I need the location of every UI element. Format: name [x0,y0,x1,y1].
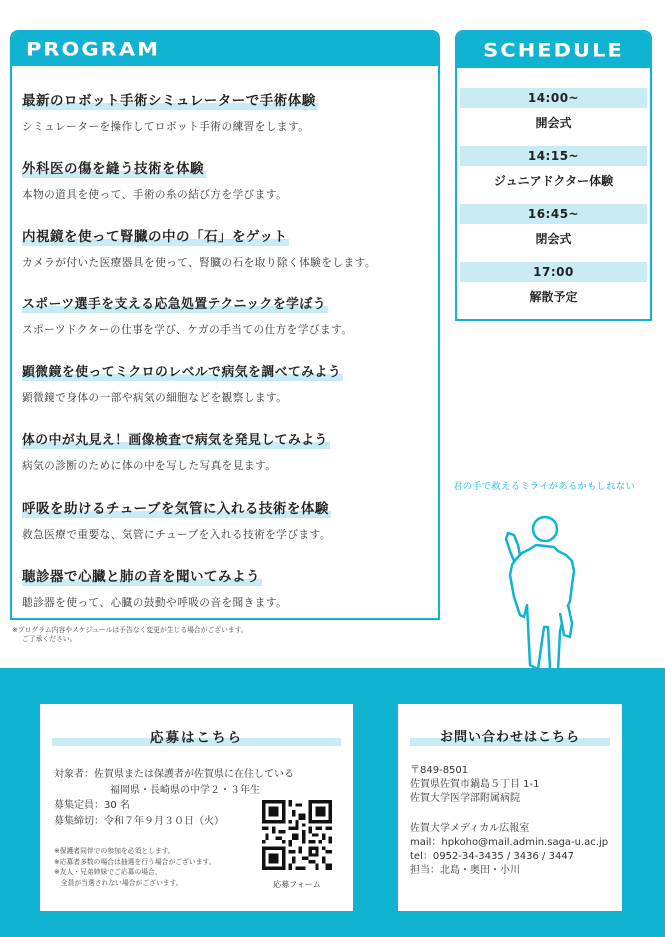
program-item [22,565,432,633]
program-item [22,497,432,565]
apply-deadline: 募集締切：令和７年９月３０日（火） [54,815,224,827]
contact-address: 佐賀県佐賀市鍋島５丁目 1-1 [410,779,540,790]
contact-title: お問い合わせはこちら [410,726,610,746]
qr-label: 応募フォーム [273,880,321,889]
program-item [22,225,432,293]
program-item-desc: スポーツドクターの仕事を学び、ケガの手当ての仕方を学びます。 [22,324,353,336]
contact-details [410,764,608,878]
program-item [22,157,432,225]
program-item-desc: 聴診器を使って、心臓の鼓動や呼吸の音を聞きます。 [22,597,288,609]
qr-code-icon[interactable] [262,800,332,870]
schedule-item [457,262,650,320]
contact-hospital: 佐賀大学医学部附属病院 [410,793,520,804]
program-item-desc: カメラが付いた医療器具を使って、腎臓の石を取り除く体験をします。 [22,257,376,269]
program-item-desc: 病気の診断のために体の中を写した写真を見ます。 [22,460,277,472]
contact-postal: 〒849-8501 [410,765,469,776]
program-item [22,293,432,361]
apply-notes [54,846,215,888]
schedule-title: SCHEDULE [483,39,624,61]
apply-note: 全員が当選されない場合がございます。 [54,878,183,887]
schedule-time: 16:45~ [460,204,647,224]
apply-capacity: 募集定員：30 名 [54,800,130,811]
program-item-desc: シミュレーターを操作してロボット手術の練習をします。 [22,121,310,133]
schedule-header [457,32,650,68]
program-list [22,89,432,633]
program-item-title: 外科医の傷を縫う技術を体験 [22,157,206,178]
program-item-title: 内視鏡を使って腎臓の中の「石」をゲット [22,225,289,246]
program-item-desc: 本物の道具を使って、手術の糸の結び方を学びます。 [22,189,288,201]
contact-staff: 担当：北島・奥田・小川 [410,865,520,876]
schedule-event: ジュニアドクター体験 [493,174,614,188]
apply-target-grade: 福岡県・長崎県の中学２・３年生 [110,784,260,796]
program-item-title: 体の中が丸見え！画像検査で病気を発見してみよう [22,429,330,449]
apply-target: 対象者：佐賀県または保護者が佐賀県に在住している [54,769,294,780]
program-item-title: 呼吸を助けるチューブを気管に入れる技術を体験 [22,497,331,518]
program-note [12,626,248,644]
program-item [22,361,432,429]
apply-details [54,767,294,829]
contact-mail[interactable]: mail：hpkoho@mail.admin.saga-u.ac.jp [410,837,609,848]
program-header [12,32,438,66]
apply-card [40,704,353,911]
program-item-title: 最新のロボット手術シミュレーターで手術体験 [22,89,318,110]
program-note-line: ※プログラム内容やスケジュールは予告なく変更が生じる場合がございます。 [12,626,248,634]
program-item-title: スポーツ選手を支える応急処置テクニックを学ぼう [22,293,328,313]
apply-note: ※友人・兄弟姉妹でご応募の場合、 [54,868,162,876]
schedule-item [457,204,650,262]
program-item [22,429,432,497]
program-item-title: 顕微鏡を使ってミクロのレベルで病気を調べてみよう [22,361,343,381]
schedule-time: 14:15~ [460,146,647,166]
schedule-event: 開会式 [535,116,572,130]
schedule-time: 17:00 [460,262,647,282]
contact-card [398,704,622,911]
schedule-time: 14:00~ [460,88,647,108]
doctor-silhouette-icon [500,505,595,675]
program-item-desc: 救急医療で重要な、気管にチューブを入れる技術を学びます。 [22,529,331,541]
contact-tel[interactable]: tel：0952-34-3435 / 3436 / 3447 [410,851,575,862]
contact-office: 佐賀大学メディカル広報室 [410,823,530,834]
program-note-line: ご了承ください。 [22,635,77,643]
apply-title: 応募はこちら [52,726,341,746]
tagline: 君の手で救えるミライがあるかもしれない [453,481,636,492]
program-item-title: 聴診器で心臓と肺の音を聞いてみよう [22,565,262,586]
schedule-list [457,68,650,320]
schedule-item [457,88,650,146]
program-title: PROGRAM [26,38,160,60]
schedule-item [457,146,650,204]
apply-note: ※応募者多数の場合は抽選を行う場合がございます。 [54,857,216,866]
schedule-event: 閉会式 [535,232,572,246]
program-item-desc: 顕微鏡で身体の一部や病気の細胞などを観察します。 [22,392,288,404]
schedule-event: 解散予定 [529,290,578,304]
apply-note: ※保護者同伴での参加を必須とします。 [54,847,175,855]
schedule-panel [455,30,652,321]
program-item [22,89,432,157]
